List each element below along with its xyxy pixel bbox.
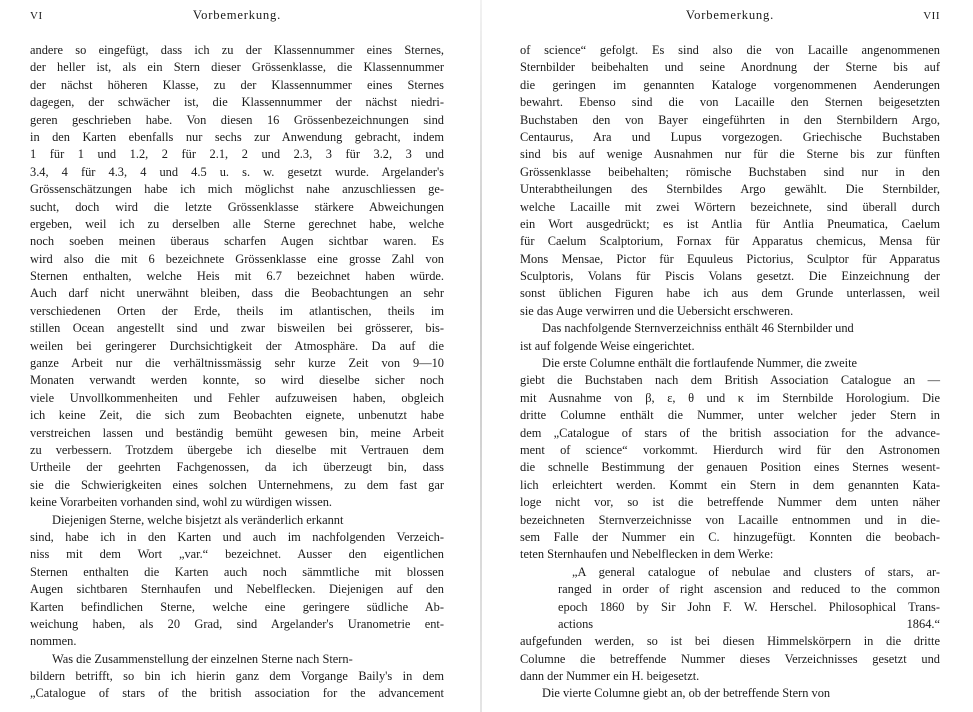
page-gutter xyxy=(480,0,482,712)
text-line: Karten befindlichen Sterne, welche eine geringere südliche Ab- xyxy=(30,599,444,614)
text-line: Mons Mensae, Pictor für Equuleus Pictorius, Sculptor für Apparatus xyxy=(520,251,940,266)
text-line: in den Karten ebenfalls nur sechs zur Anwendung gebracht, indem xyxy=(30,129,444,144)
text-line: dagegen, der schwächer ist, die Klassennummer der nächst niedri- xyxy=(30,95,444,110)
text-line: sind, habe ich in den Karten und auch im nachfolgenden Verzeich- xyxy=(30,529,444,544)
text-line: Was die Zusammenstellung der einzelnen Sterne nach Stern- xyxy=(52,651,353,666)
text-line: 3.4, 4 für 4.3, 4 und 4.5 u. s. w. gesetzt wurde. Argelander's xyxy=(30,164,444,179)
text-line: bezeichneten Sternverzeichnisse von Lacaille entnommen und in die- xyxy=(520,512,940,527)
text-line: Auch darf nicht unerwähnt bleiben, dass die Beobachtungen an sehr xyxy=(30,286,444,301)
text-line: Centaurus, Ara und Lupus vorgezogen. Griechische Buchstaben xyxy=(520,129,940,144)
text-line: weilen bei geringerer Durchsichtigkeit der Atmosphäre. Da auf die xyxy=(30,338,444,353)
text-line: „Catalogue of stars of the british association for the advancement xyxy=(30,686,444,701)
text-line: Sternbilder beibehalten und seine Anordnung der Sterne bis auf xyxy=(520,60,940,75)
text-line: ein Wort ausgedrückt; es ist Antlia für Antlia Pneumatica, Caelum xyxy=(520,216,940,231)
text-line: Urtheile der geehrten Fachgenossen, da ich überzeugt bin, dass xyxy=(30,460,444,475)
text-line: Sculptoris, Volans für Piscis Volans gesetzt. Die Einzeichnung der xyxy=(520,269,940,284)
text-line: bewahrt. Ebenso sind die von Lacaille den Sternen beigesetzten xyxy=(520,95,940,110)
text-line: die geringen im genannten Kataloge vorgenommenen Aenderungen xyxy=(520,77,940,92)
right-page-number: VII xyxy=(923,10,940,22)
text-line: ist auf folgende Weise eingerichtet. xyxy=(520,338,695,353)
text-line: verstreichen lassen und beständig bemüht gewesen bin, meine Arbeit xyxy=(30,425,444,440)
right-running-title: Vorbemerkung. xyxy=(685,8,775,22)
text-line: Augen sichtbaren Sternhaufen und Nebelflecken. Diejenigen auf den xyxy=(30,582,444,597)
text-line: loge nicht vor, so ist die betreffende Nummer dem unten näher xyxy=(520,495,940,510)
text-line: ich keine Zeit, die sich zum Beobachten eignete, unbenutzt habe xyxy=(30,408,444,423)
text-line: wird also die mit 6 bezeichnete Grössenklasse eine grosse Zahl von xyxy=(30,251,444,266)
text-line: actions 1864.“ xyxy=(558,616,940,631)
text-line: sucht, doch wird die letzte Grössenklasse stärkere Abweichungen xyxy=(30,199,444,214)
text-line: noch soeben meinen überaus scharfen Augen sichtbar waren. Es xyxy=(30,234,444,249)
text-line: mit Ausnahme von β, ε, θ und κ im Sternbilde Horologium. Die xyxy=(520,390,940,405)
text-line: bildern betrifft, so bin ich hierin ganz dem Vorgange Baily's in dem xyxy=(30,669,444,684)
text-line: ranged in order of right ascension and reduced to the common xyxy=(558,582,940,597)
text-line: dann der Nummer ein H. beigesetzt. xyxy=(520,669,700,684)
text-line: keine Vorarbeiten vorhanden sind, wohl zu würdigen wissen. xyxy=(30,495,333,510)
text-line: welche Lacaille mit zwei Wörtern bezeichnete, sind überall durch xyxy=(520,199,940,214)
text-line: der nächst höheren Klasse, zu der Klassennummer eines Sternes xyxy=(30,77,444,92)
text-line: der heller ist, als ein Stern dieser Grössenklasse, die Klassennummer xyxy=(30,60,444,75)
text-line: die schnelle Bestimmung der genauen Position eines Sternes wesent- xyxy=(520,460,940,475)
text-line: Das nachfolgende Sternverzeichniss enthält 46 Sternbilder und xyxy=(542,321,854,336)
text-line: dem „Catalogue of stars of the british association for the advance- xyxy=(520,425,940,440)
text-line: lich erleichtert werden. Kommt ein Stern in dem genannten Kata- xyxy=(520,477,940,492)
text-line: Unterabtheilungen des Sternbildes Argo gewählt. Die Sternbilder, xyxy=(520,182,940,197)
text-line: sind bis auf wenige Ausnahmen nur für die Sterne bis zur fünften xyxy=(520,147,940,162)
text-line: Die vierte Columne giebt an, ob der betreffende Stern von xyxy=(542,686,831,701)
text-line: of science“ gefolgt. Es sind also die von Lacaille angenommenen xyxy=(520,43,940,57)
text-line: Grössenklasse beibehalten; römische Buchstaben sind nur in den xyxy=(520,164,940,179)
text-line: Diejenigen Sterne, welche bisjetzt als veränderlich erkannt xyxy=(52,512,344,527)
text-line: zu verbessern. Trotzdem übergebe ich dieselbe mit Vertrauen dem xyxy=(30,442,444,457)
text-line: niss mit dem Wort „var.“ bezeichnet. Ausser den eigentlichen xyxy=(30,547,444,562)
right-page-body xyxy=(520,42,940,703)
text-line: Grössenschätzungen habe ich mich möglichst nahe anzuschliessen ge- xyxy=(30,182,444,197)
text-line: andere so eingefügt, dass ich zu der Klassennummer eines Sternes, xyxy=(30,43,444,57)
right-page xyxy=(520,0,940,712)
text-line: weichung haben, als 20 Grad, sind Argelander's Uranometrie ent- xyxy=(30,616,444,631)
text-line: sem Falle der Nummer ein C. hinzugefügt. Konnten die beobach- xyxy=(520,529,940,544)
text-line: Sternen enthalten die Karten auch noch sämmtliche mit blossen xyxy=(30,564,444,579)
text-line: Sternen enthalten, welche Heis mit 6.7 bezeichnet haben würde. xyxy=(30,269,444,284)
text-line: verschiedenen Orten der Erde, theils im atlantischen, theils im xyxy=(30,303,444,318)
text-line: Buchstaben den von Bayer eingeführten in den Sternbildern Argo, xyxy=(520,112,940,127)
text-line: epoch 1860 by Sir John F. W. Herschel. Philosophical Trans- xyxy=(558,599,940,614)
text-line: sie das Auge verwirren und die Uebersicht erschweren. xyxy=(520,303,794,318)
text-line: nommen. xyxy=(30,634,77,649)
left-running-title: Vorbemerkung. xyxy=(192,8,282,22)
text-line: geren geschrieben habe. Von diesen 16 Grössenbezeichnungen sind xyxy=(30,112,444,127)
left-page-body xyxy=(30,42,444,703)
text-line: Columne die betreffende Nummer dieses Verzeichnisses gesetzt und xyxy=(520,651,940,666)
text-line: viele Unvollkommenheiten und Fehler aufzuweisen haben, obgleich xyxy=(30,390,444,405)
text-line: sonst üblichen Figuren habe ich aus dem Grunde unterlassen, weil xyxy=(520,286,940,301)
text-line: ment of science“ vorkommt. Hierdurch wird für den Astronomen xyxy=(520,442,940,457)
left-page-header xyxy=(30,0,444,28)
right-page-header xyxy=(520,0,940,28)
text-line: stillen Ocean angestellt sind und zwar bisweilen bei grösserer, bis- xyxy=(30,321,444,336)
text-line: ganze Arbeit nur die verhältnissmässig sehr kurze Zeit von 9—10 xyxy=(30,356,444,371)
text-line: giebt die Buchstaben nach dem British Association Catalogue an — xyxy=(520,373,940,388)
text-line: sie die Schwierigkeiten eines solchen Unternehmens, zu dem fast gar xyxy=(30,477,444,492)
text-line: für Caelum Scalptorium, Fornax für Apparatus chemicus, Mensa für xyxy=(520,234,940,249)
text-line: Monaten verwandt werden konnte, so wird dieselbe sicher noch xyxy=(30,373,444,388)
text-line: dritte Columne enthält die Nummer, unter welcher jeder Stern in xyxy=(520,408,940,423)
left-page-number: VI xyxy=(30,10,43,22)
text-line: teten Sternhaufen und Nebelflecken in dem Werke: xyxy=(520,547,774,562)
text-line: Die erste Columne enthält die fortlaufende Nummer, die zweite xyxy=(542,356,858,371)
text-line: aufgefunden werden, so ist bei diesen Himmelskörpern in die dritte xyxy=(520,634,940,649)
text-line: ergeben, weil ich zu derselben alle Sterne gerechnet habe, welche xyxy=(30,216,444,231)
left-page xyxy=(30,0,444,712)
text-line: 1 für 1 und 1.2, 2 für 2.1, 2 und 2.3, 3 für 3.2, 3 und xyxy=(30,147,444,162)
text-line: „A general catalogue of nebulae and clusters of stars, ar- xyxy=(572,564,940,579)
